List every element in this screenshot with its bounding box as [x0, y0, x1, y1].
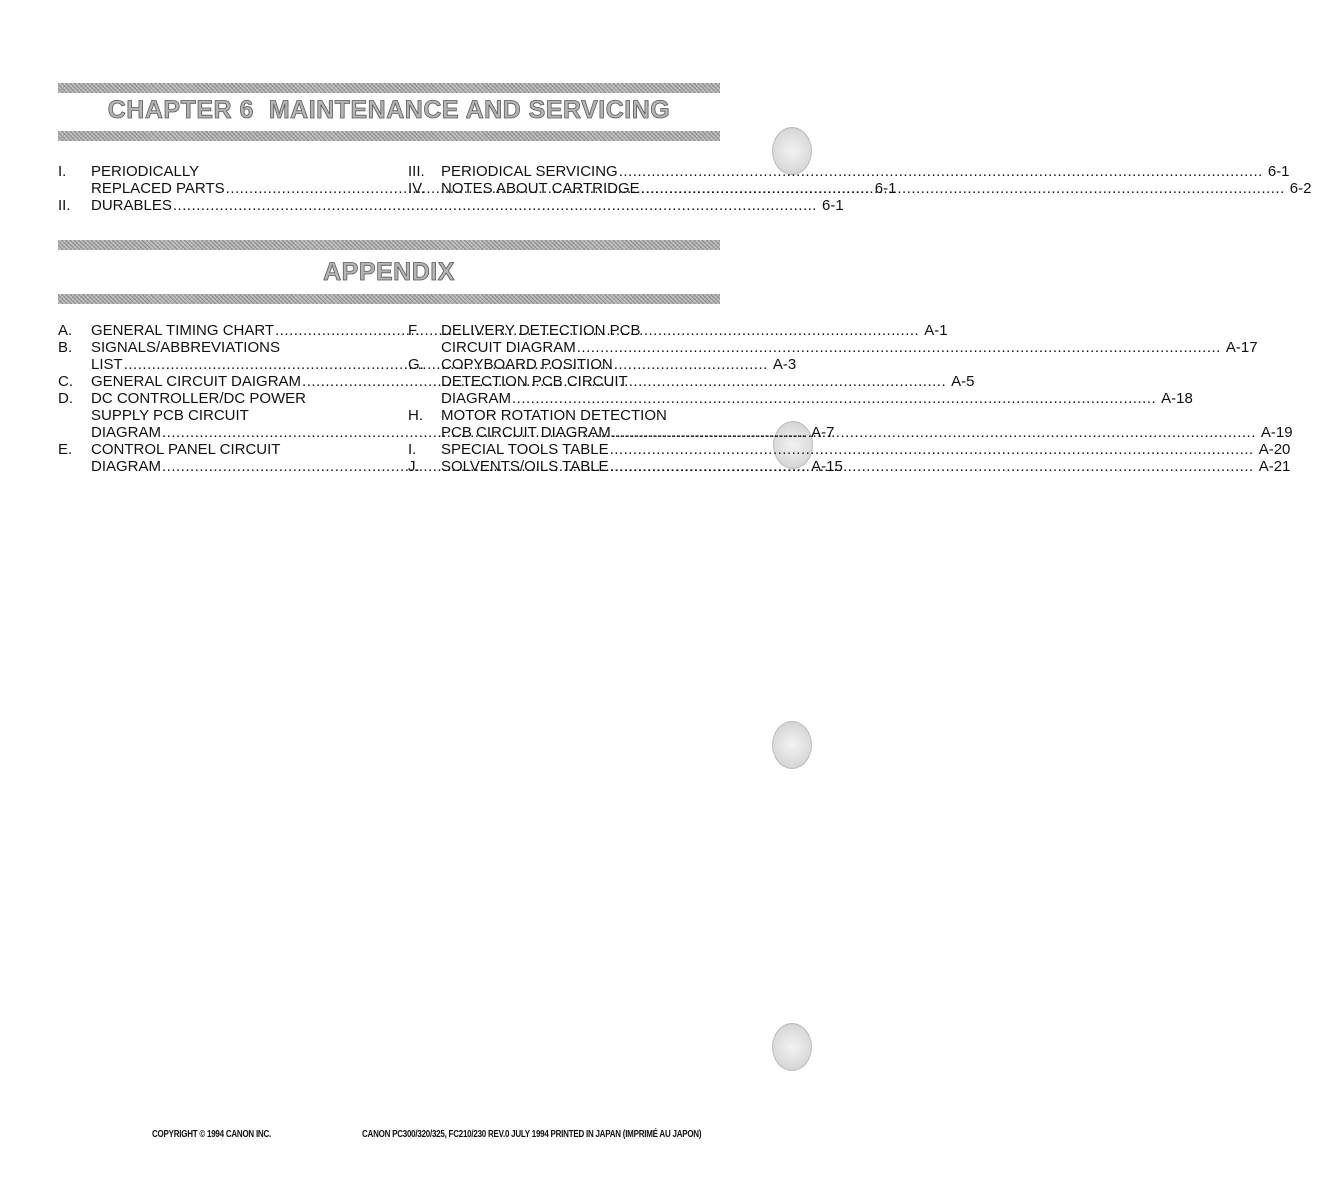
toc-leader-dots	[641, 180, 1285, 197]
binder-hole	[772, 721, 812, 769]
header-bar-top	[58, 83, 720, 93]
header-bar-bottom	[58, 131, 720, 141]
chapter-title: CHAPTER 6 MAINTENANCE AND SERVICING	[107, 96, 671, 124]
appendix-bar-top	[58, 240, 720, 250]
toc-entry-title: GENERAL TIMING CHART	[91, 322, 275, 339]
toc-entry-number: D.	[58, 390, 73, 407]
toc-entry-number: E.	[58, 441, 73, 458]
toc-entry-title: REPLACED PARTS	[91, 180, 225, 197]
toc-entry-page: A-5	[951, 373, 975, 390]
toc-entry-number: I.	[58, 163, 67, 180]
toc-entry-title: DC CONTROLLER/DC POWER	[91, 390, 307, 407]
toc-entry-title: CONTROL PANEL CIRCUIT	[91, 441, 281, 458]
toc-entry-number: III.	[408, 163, 425, 180]
toc-entry-title: MOTOR ROTATION DETECTION	[441, 407, 667, 424]
toc-entry-page: A-7	[811, 424, 835, 441]
toc-entry-number: G.	[408, 356, 424, 373]
toc-entry-page: 6-1	[1267, 163, 1290, 180]
toc-entry-number: F.	[408, 322, 420, 339]
toc-leader-dots	[512, 390, 1156, 407]
toc-leader-dots	[619, 163, 1263, 180]
toc-entry-title: SOLVENTS/OILS TABLE	[441, 458, 609, 475]
toc-entry-page: A-1	[924, 322, 948, 339]
toc-entry-number: H.	[408, 407, 423, 424]
toc-entry-page: 6-2	[1289, 180, 1312, 197]
toc-entry-page: A-17	[1225, 339, 1258, 356]
binder-hole	[772, 1023, 812, 1071]
toc-entry-title: PCB CIRCUIT DIAGRAM	[441, 424, 611, 441]
toc-entry[interactable]	[408, 322, 1258, 356]
toc-entry-title: NOTES ABOUT CARTRIDGE	[441, 180, 640, 197]
toc-entry-number: IV.	[408, 180, 425, 197]
toc-entry-title: CIRCUIT DIAGRAM	[441, 339, 576, 356]
chapter-toc-right	[408, 163, 1312, 197]
toc-entry-title: DIAGRAM	[91, 424, 162, 441]
toc-entry-title: DURABLES	[91, 197, 172, 214]
toc-entry-title: PERIODICALLY	[91, 163, 200, 180]
toc-entry[interactable]	[408, 441, 1291, 458]
toc-leader-dots	[173, 197, 817, 214]
toc-leader-dots	[610, 441, 1254, 458]
toc-leader-dots	[577, 339, 1221, 356]
toc-entry-page: 6-1	[821, 197, 844, 214]
toc-entry-number: B.	[58, 339, 73, 356]
footer-model-info: CANON PC300/320/325, FC210/230 REV.0 JULY 1994 PRINTED IN JAPAN (IMPRIMÉ AU JAPON)	[362, 1129, 702, 1140]
footer-copyright: COPYRIGHT © 1994 CANON INC.	[152, 1129, 271, 1140]
toc-entry-title: SIGNALS/ABBREVIATIONS	[91, 339, 280, 356]
toc-entry-title: COPYBOARD POSITION	[441, 356, 613, 373]
toc-entry-title: DETECTION PCB CIRCUIT	[441, 373, 628, 390]
toc-entry-page: A-21	[1258, 458, 1291, 475]
toc-entry[interactable]	[408, 163, 1290, 180]
toc-entry-title: DELIVERY DETECTION PCB	[441, 322, 641, 339]
toc-entry-page: A-3	[772, 356, 797, 373]
toc-entry-title: DIAGRAM	[441, 390, 512, 407]
toc-entry-title: PERIODICAL SERVICING	[441, 163, 618, 180]
appendix-bar-bottom	[58, 294, 720, 304]
toc-entry-title: SUPPLY PCB CIRCUIT	[91, 407, 249, 424]
toc-entry-number: A.	[58, 322, 73, 339]
toc-entry-page: 6-1	[874, 180, 897, 197]
toc-entry-page: A-15	[811, 458, 843, 475]
toc-entry-number: J.	[408, 458, 420, 475]
toc-leader-dots	[612, 424, 1256, 441]
toc-entry-title: DIAGRAM	[91, 458, 162, 475]
toc-entry-number: I.	[408, 441, 417, 458]
toc-entry-page: A-20	[1258, 441, 1291, 458]
toc-entry-page: A-19	[1260, 424, 1293, 441]
toc-entry-page: A-18	[1161, 390, 1193, 407]
toc-leader-dots	[610, 458, 1254, 475]
toc-entry-number: C.	[58, 373, 73, 390]
toc-entry-title: SPECIAL TOOLS TABLE	[441, 441, 609, 458]
toc-entry-title: GENERAL CIRCUIT DAIGRAM	[91, 373, 302, 390]
appendix-title: APPENDIX	[323, 258, 455, 286]
toc-entry-title: LIST	[91, 356, 123, 373]
toc-entry-number: II.	[58, 197, 71, 214]
toc-entry[interactable]	[58, 197, 844, 214]
